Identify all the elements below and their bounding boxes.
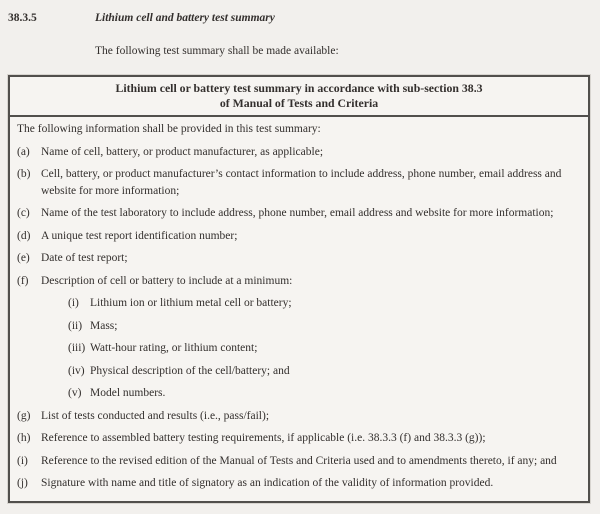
list-item-label: (e) [17, 252, 30, 264]
box-header [10, 77, 588, 117]
list-item-label: (i) [17, 454, 28, 467]
sub-list-item-label: (ii) [68, 319, 83, 332]
box-header-line2: of Manual of Tests and Criteria [219, 96, 379, 110]
list-item-label: (j) [17, 477, 28, 489]
sub-list [68, 295, 579, 402]
sub-list-item-text: Physical description of the cell/battery; and [90, 364, 290, 377]
box-body [10, 117, 588, 501]
list-item-text: Cell, battery, or product manufacturer’s contact information to include address, phone number, email address and website for more information; [41, 168, 562, 197]
sub-list-item-text: Lithium ion or lithium metal cell or battery; [90, 297, 292, 309]
list-item [17, 250, 581, 267]
list-item [17, 166, 581, 199]
sub-list-item [68, 295, 579, 312]
list-item-label: (h) [17, 432, 31, 444]
sub-list-item-text: Model numbers. [90, 387, 166, 399]
list-item-text [41, 273, 581, 402]
sub-list-item [68, 340, 579, 357]
box-lead-text: The following information shall be provided in this test summary: [17, 123, 321, 135]
intro-paragraph: The following test summary shall be made available: [95, 45, 339, 57]
sub-list-item [68, 363, 579, 380]
sub-list-item-label: (iv) [68, 364, 85, 377]
list-item [17, 273, 581, 402]
list-item-label: (g) [17, 409, 31, 422]
list-item-label: (d) [17, 229, 31, 242]
test-summary-box [8, 75, 590, 503]
list-item-text: Signature with name and title of signatory as an indication of the validity of information provided. [41, 477, 494, 489]
section-title: Lithium cell and battery test summary [95, 12, 275, 24]
sub-list-item-text: Mass; [90, 319, 118, 332]
list-item-label: (b) [17, 168, 31, 180]
list-item-text: Reference to the revised edition of the Manual of Tests and Criteria used and to amendments thereto, if any; and [41, 454, 557, 467]
sub-list-item-label: (i) [68, 297, 79, 309]
sub-list-item-text: Watt-hour rating, or lithium content; [90, 342, 258, 354]
sub-list-item [68, 318, 579, 335]
sub-list-item [68, 385, 579, 402]
box-header-line1: Lithium cell or battery test summary in accordance with sub-section 38.3 [115, 81, 483, 95]
list-item [17, 144, 581, 161]
list-item [17, 430, 581, 447]
list-item-text: A unique test report identification number; [41, 229, 238, 242]
section-number: 38.3.5 [8, 12, 37, 24]
list-item-label: (f) [17, 274, 29, 287]
sub-list-item-label: (iii) [68, 342, 86, 354]
list-item-label: (c) [17, 207, 30, 219]
list-item-label: (a) [17, 145, 30, 158]
section-heading [8, 10, 590, 26]
list-item [17, 453, 581, 470]
list-item [17, 408, 581, 425]
list-item-text: Name of the test laboratory to include address, phone number, email address and website for more information; [41, 207, 554, 219]
list-item [17, 475, 581, 492]
list-item-text: Reference to assembled battery testing requirements, if applicable (i.e. 38.3.3 (f) and 38.3.3 (g)); [41, 432, 486, 444]
list-item [17, 205, 581, 222]
sub-list-item-label: (v) [68, 387, 82, 399]
list-item-text: Name of cell, battery, or product manufacturer, as applicable; [41, 145, 324, 158]
list-item-text: List of tests conducted and results (i.e., pass/fail); [41, 409, 270, 422]
list-item [17, 228, 581, 245]
list-item-text-inline: Description of cell or battery to include at a minimum: [41, 274, 293, 287]
list-item-text: Date of test report; [41, 252, 128, 264]
